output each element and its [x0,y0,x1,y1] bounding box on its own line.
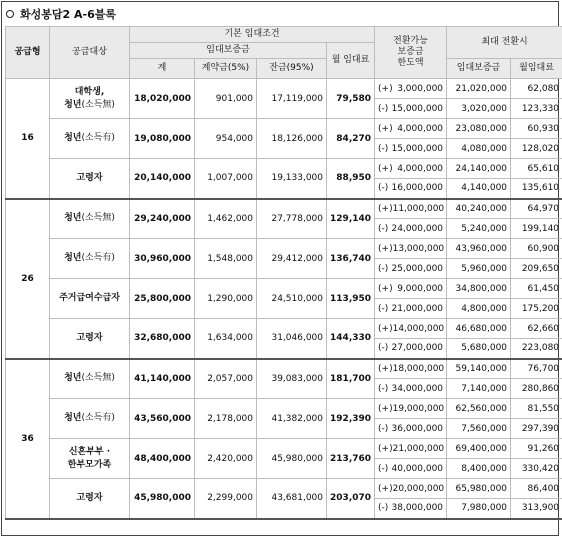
monthly-rent-cell: 113,950 [327,279,375,319]
max-deposit-cell: 40,240,000 [447,199,511,219]
supply-type-cell: 26 [6,199,50,359]
deposit-total-cell: 41,140,000 [130,359,195,399]
max-deposit-cell: 7,140,000 [447,379,511,399]
conversion-sign: (-) [378,183,389,194]
conversion-sign: (+) [378,203,393,214]
convertible-amount-cell [375,359,447,379]
target-label: 청년 [64,253,82,263]
conversion-amount: 27,000,000 [391,343,444,354]
balance-cell: 18,126,000 [257,119,327,159]
conversion-amount: 18,000,000 [392,363,445,374]
conversion-amount: 34,000,000 [391,383,444,394]
convertible-amount-cell [375,299,447,319]
down-payment-cell: 1,462,000 [195,199,257,239]
table-row [6,479,562,499]
deposit-total-cell: 19,080,000 [130,119,195,159]
table-row [6,399,562,419]
max-rent-cell: 209,650 [511,259,562,279]
max-deposit-cell: 65,980,000 [447,479,511,499]
monthly-rent-cell: 192,390 [327,399,375,439]
target-label: 고령자 [76,492,103,503]
table-row [6,279,562,299]
conversion-amount: 40,000,000 [391,463,444,474]
conversion-sign: (+) [378,323,393,334]
header-total: 계 [130,59,195,79]
conversion-amount: 13,000,000 [392,243,445,254]
target-label-line2: 청년 [64,99,82,110]
max-rent-cell: 223,080 [511,339,562,359]
target-income-note: (소득有) [81,413,115,423]
conversion-sign: (+) [378,483,393,494]
table-row [6,159,562,179]
monthly-rent-cell: 213,760 [327,439,375,479]
convertible-amount [378,444,443,454]
table-header [6,27,562,79]
conversion-sign: (-) [378,103,389,114]
header-balance: 잔금(95%) [257,59,327,79]
header-monthly-rent: 월 임대료 [327,43,375,79]
convertible-amount [378,264,443,274]
balance-cell: 19,133,000 [257,159,327,199]
convertible-amount [378,164,443,174]
convertible-amount-cell [375,279,447,299]
conversion-sign: (-) [378,423,389,434]
balance-cell: 17,119,000 [257,79,327,119]
table-row [6,199,562,219]
down-payment-cell: 2,057,000 [195,359,257,399]
conversion-amount: 15,000,000 [391,143,444,154]
convertible-amount [378,84,443,94]
deposit-total-cell: 20,140,000 [130,159,195,199]
convertible-amount [378,464,443,474]
conversion-amount: 4,000,000 [397,123,444,134]
table-row [6,119,562,139]
down-payment-cell: 901,000 [195,79,257,119]
circle-bullet-icon [6,10,14,18]
conversion-amount: 9,000,000 [397,283,444,294]
max-rent-cell: 297,390 [511,419,562,439]
max-deposit-cell: 5,960,000 [447,259,511,279]
rent-conditions-table [5,26,562,520]
conversion-amount: 15,000,000 [391,103,444,114]
monthly-rent-cell: 144,330 [327,319,375,359]
max-rent-cell: 62,080 [511,79,562,99]
down-payment-cell: 2,420,000 [195,439,257,479]
down-payment-cell: 2,178,000 [195,399,257,439]
convertible-amount [378,384,443,394]
max-deposit-cell: 43,960,000 [447,239,511,259]
max-rent-cell: 65,610 [511,159,562,179]
max-deposit-cell: 59,140,000 [447,359,511,379]
convertible-amount-cell [375,399,447,419]
max-rent-cell: 175,200 [511,299,562,319]
max-deposit-cell: 23,080,000 [447,119,511,139]
target-label: 청년 [64,413,82,423]
max-rent-cell: 91,260 [511,439,562,459]
max-deposit-cell: 5,240,000 [447,219,511,239]
convertible-amount-cell [375,219,447,239]
convertible-amount-cell [375,119,447,139]
max-rent-cell: 330,420 [511,459,562,479]
page-title [6,6,116,22]
convertible-amount-cell [375,419,447,439]
max-deposit-cell: 4,800,000 [447,299,511,319]
convertible-amount [378,224,443,234]
header-convertible: 전환가능 보증금 한도액 [375,27,447,79]
conversion-sign: (-) [378,383,389,394]
max-rent-cell: 313,900 [511,499,562,519]
convertible-amount [378,124,443,134]
conversion-sign: (+) [378,443,393,454]
max-rent-cell: 123,330 [511,99,562,119]
target-income-note: (소득無) [81,213,115,224]
conversion-amount: 16,000,000 [391,183,444,194]
down-payment-cell: 1,290,000 [195,279,257,319]
max-rent-cell: 76,700 [511,359,562,379]
target-income-note: (소득無) [81,99,115,110]
convertible-amount [378,304,443,314]
target-label: 주거급여수급자 [59,293,120,303]
balance-cell: 43,681,000 [257,479,327,519]
max-deposit-cell: 8,400,000 [447,459,511,479]
conversion-sign: (-) [378,303,389,314]
convertible-amount [378,244,443,254]
convertible-amount [378,144,443,154]
conversion-sign: (-) [378,263,389,274]
target-income-note: (소득有) [81,133,115,143]
max-rent-cell: 128,020 [511,139,562,159]
max-deposit-cell: 34,800,000 [447,279,511,299]
max-deposit-cell: 4,140,000 [447,179,511,199]
conversion-sign: (-) [378,503,389,514]
down-payment-cell: 1,007,000 [195,159,257,199]
header-max-deposit: 임대보증금 [447,59,511,79]
convertible-amount-cell [375,499,447,519]
balance-cell: 31,046,000 [257,319,327,359]
balance-cell: 27,778,000 [257,199,327,239]
max-deposit-cell: 24,140,000 [447,159,511,179]
header-deposit: 임대보증금 [130,43,327,59]
conversion-amount: 19,000,000 [392,403,445,414]
header-max-conversion: 최대 전환시 [447,27,562,59]
down-payment-cell: 1,634,000 [195,319,257,359]
max-rent-cell: 60,930 [511,119,562,139]
balance-cell: 29,412,000 [257,239,327,279]
target-cell [50,159,130,199]
balance-cell: 45,980,000 [257,439,327,479]
convertible-amount-cell [375,239,447,259]
max-deposit-cell: 62,560,000 [447,399,511,419]
monthly-rent-cell: 181,700 [327,359,375,399]
convertible-amount [378,183,443,193]
convertible-amount-cell [375,439,447,459]
table-row [6,239,562,259]
conversion-amount: 11,000,000 [392,203,445,214]
max-rent-cell: 61,450 [511,279,562,299]
target-label: 청년 [64,133,82,143]
convertible-amount [378,404,443,414]
max-deposit-cell: 4,080,000 [447,139,511,159]
max-rent-cell: 60,900 [511,239,562,259]
deposit-total-cell: 32,680,000 [130,319,195,359]
monthly-rent-cell: 88,950 [327,159,375,199]
conversion-amount: 25,000,000 [391,263,444,274]
deposit-total-cell: 45,980,000 [130,479,195,519]
conversion-amount: 4,000,000 [397,163,444,174]
target-cell [50,359,130,399]
target-cell [50,119,130,159]
target-cell [50,79,130,119]
convertible-amount [378,484,443,494]
conversion-amount: 38,000,000 [391,503,444,514]
target-cell [50,439,130,479]
monthly-rent-cell: 129,140 [327,199,375,239]
target-label: 고령자 [76,172,103,183]
conversion-sign: (+) [378,123,393,134]
convertible-amount-cell [375,79,447,99]
deposit-total-cell: 29,240,000 [130,199,195,239]
max-rent-cell: 62,660 [511,319,562,339]
convertible-amount-cell [375,159,447,179]
target-label: 대학생, [74,86,105,97]
max-rent-cell: 280,860 [511,379,562,399]
monthly-rent-cell: 136,740 [327,239,375,279]
max-rent-cell: 86,400 [511,479,562,499]
supply-type-cell: 36 [6,359,50,519]
target-label-line2: 한부모가족 [67,459,112,470]
deposit-total-cell: 43,560,000 [130,399,195,439]
monthly-rent-cell: 79,580 [327,79,375,119]
down-payment-cell: 954,000 [195,119,257,159]
page-title-text: 화성봉담2 A-6블록 [20,8,116,21]
header-target: 공급대상 [50,27,130,79]
convertible-amount-cell [375,259,447,279]
header-down-payment: 계약금(5%) [195,59,257,79]
conversion-amount: 3,000,000 [397,83,444,94]
max-rent-cell: 199,140 [511,219,562,239]
deposit-total-cell: 30,960,000 [130,239,195,279]
convertible-amount-cell [375,379,447,399]
conversion-sign: (-) [378,463,389,474]
convertible-amount-cell [375,339,447,359]
max-rent-cell: 64,970 [511,199,562,219]
convertible-amount [378,104,443,114]
balance-cell: 41,382,000 [257,399,327,439]
conversion-sign: (+) [378,403,393,414]
deposit-total-cell: 18,020,000 [130,79,195,119]
conversion-amount: 24,000,000 [391,223,444,234]
convertible-amount [378,424,443,434]
conversion-sign: (-) [378,143,389,154]
down-payment-cell: 2,299,000 [195,479,257,519]
table-body [6,79,562,519]
max-deposit-cell: 5,680,000 [447,339,511,359]
target-income-note: (소득無) [81,373,115,384]
conversion-sign: (-) [378,343,389,354]
deposit-total-cell: 48,400,000 [130,439,195,479]
max-rent-cell: 81,550 [511,399,562,419]
conversion-amount: 36,000,000 [391,423,444,434]
target-cell [50,279,130,319]
target-income-note: (소득有) [81,253,115,263]
convertible-amount [378,284,443,294]
conversion-sign: (+) [378,243,393,254]
header-supply-type: 공급형 [6,27,50,79]
convertible-amount-cell [375,139,447,159]
convertible-amount-cell [375,479,447,499]
target-label: 청년 [64,373,82,384]
convertible-amount [378,204,443,214]
deposit-total-cell: 25,800,000 [130,279,195,319]
conversion-sign: (+) [378,163,393,174]
table-row [6,439,562,459]
table-row [6,79,562,99]
conversion-sign: (+) [378,83,393,94]
convertible-amount [378,364,443,374]
max-deposit-cell: 7,980,000 [447,499,511,519]
max-deposit-cell: 69,400,000 [447,439,511,459]
conversion-amount: 21,000,000 [392,443,445,454]
max-deposit-cell: 7,560,000 [447,419,511,439]
convertible-amount [378,343,443,353]
conversion-amount: 20,000,000 [392,483,445,494]
target-cell [50,319,130,359]
max-rent-cell: 135,610 [511,179,562,199]
target-cell [50,239,130,279]
convertible-amount-cell [375,199,447,219]
convertible-amount-cell [375,179,447,199]
target-cell [50,199,130,239]
target-label: 고령자 [76,332,103,343]
target-label: 청년 [64,213,82,224]
conversion-amount: 21,000,000 [391,303,444,314]
balance-cell: 24,510,000 [257,279,327,319]
max-deposit-cell: 3,020,000 [447,99,511,119]
conversion-sign: (+) [378,363,393,374]
target-cell [50,399,130,439]
table-row [6,319,562,339]
table-row [6,359,562,379]
max-deposit-cell: 46,680,000 [447,319,511,339]
convertible-amount-cell [375,319,447,339]
header-max-rent: 월임대료 [511,59,562,79]
balance-cell: 39,083,000 [257,359,327,399]
monthly-rent-cell: 84,270 [327,119,375,159]
conversion-sign: (-) [378,223,389,234]
convertible-amount [378,324,443,334]
convertible-amount [378,503,443,513]
target-label: 신혼부부 · [68,446,111,457]
target-cell [50,479,130,519]
conversion-amount: 14,000,000 [392,323,445,334]
supply-type-cell: 16 [6,79,50,199]
conversion-sign: (+) [378,283,393,294]
monthly-rent-cell: 203,070 [327,479,375,519]
max-deposit-cell: 21,020,000 [447,79,511,99]
convertible-amount-cell [375,99,447,119]
down-payment-cell: 1,548,000 [195,239,257,279]
header-basic-conditions: 기본 임대조건 [130,27,375,43]
convertible-amount-cell [375,459,447,479]
